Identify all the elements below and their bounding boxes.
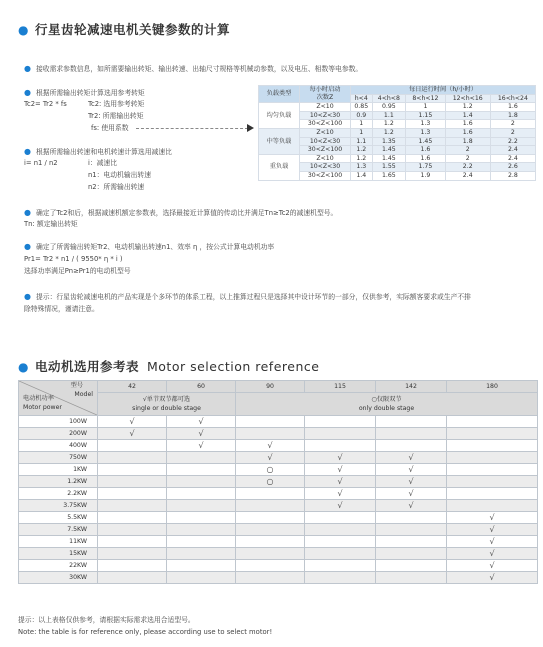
compat-cell	[305, 512, 376, 524]
load-group-label: 均匀负载	[259, 103, 300, 129]
compat-cell: √	[305, 500, 376, 512]
legend-double-only: ○仅限双节 only double stage	[236, 393, 538, 416]
compat-cell: √	[98, 416, 167, 428]
compat-cell	[305, 524, 376, 536]
factor-cell: 0.85	[351, 103, 373, 112]
factor-cell: 1.6	[406, 154, 445, 163]
power-cell: 1KW	[19, 464, 98, 476]
hour-range: 16<h<24	[490, 94, 535, 103]
compat-cell	[305, 536, 376, 548]
compat-cell	[98, 476, 167, 488]
bullet-icon: ●	[24, 64, 31, 73]
compat-cell	[98, 572, 167, 584]
compat-cell	[98, 560, 167, 572]
compat-cell	[98, 512, 167, 524]
section-bullet-icon: ●	[18, 23, 29, 37]
factor-cell: 1.2	[445, 103, 490, 112]
hour-range: 8<h<12	[406, 94, 445, 103]
factor-cell: 0.9	[351, 111, 373, 120]
compat-cell: √	[98, 428, 167, 440]
factor-cell: 1.75	[406, 163, 445, 172]
torque-heading: ● 根据所需输出转矩计算选用参考转矩	[24, 88, 145, 97]
factor-cell: 1.3	[351, 163, 373, 172]
power-cell: 5.5KW	[19, 512, 98, 524]
bullet-icon: ●	[24, 208, 31, 217]
compat-cell	[98, 536, 167, 548]
compat-cell: √	[447, 548, 538, 560]
pointer-line	[136, 128, 248, 129]
compat-cell	[167, 464, 236, 476]
factor-cell: 2.4	[445, 171, 490, 180]
model-header: 115	[305, 381, 376, 393]
factor-cell: 1.6	[445, 120, 490, 129]
tip-text-1: ● 提示：行星齿轮减速电机的产品实现是个多环节的体系工程，以上推算过程只是选择其中设计环节的一部分，仅供参考，实际额客要求或生产不排	[24, 292, 471, 301]
table-row	[19, 488, 538, 500]
compat-cell	[167, 512, 236, 524]
table-row	[19, 572, 538, 584]
compat-cell: √	[236, 440, 305, 452]
bullet-icon: ●	[24, 147, 31, 156]
torque-def-3: fs: 使用系数	[91, 124, 129, 132]
factor-cell: 1.4	[445, 111, 490, 120]
compat-cell	[236, 500, 305, 512]
load-group-label: 重负载	[259, 154, 300, 180]
compat-cell	[167, 536, 236, 548]
starts-cell: Z<10	[300, 103, 351, 112]
torque-def-2: Tr2: 所需输出转矩	[88, 112, 144, 120]
compat-cell	[236, 560, 305, 572]
section-title-calculation: ● 行星齿轮减速电机关键参数的计算	[18, 22, 230, 37]
power-cell: 7.5KW	[19, 524, 98, 536]
table-row	[19, 560, 538, 572]
col-starts-2: 次数Z	[300, 94, 351, 103]
compat-cell	[376, 548, 447, 560]
starts-cell: 30<Z<100	[300, 120, 351, 129]
starts-cell: 30<Z<100	[300, 171, 351, 180]
factor-cell: 1	[406, 103, 445, 112]
compat-cell	[98, 440, 167, 452]
compat-cell: ○	[236, 464, 305, 476]
factor-cell: 2	[445, 154, 490, 163]
confirm-power: ● 确定了所需输出转矩Tr2、电动机输出转速n1、效率 η ，按公式计算电动机功率	[24, 242, 275, 251]
factor-cell: 2.4	[490, 146, 535, 155]
table-row	[19, 452, 538, 464]
compat-cell	[447, 440, 538, 452]
factor-cell: 1.45	[406, 137, 445, 146]
footer-note-cn: 提示：以上表格仅供参考，请根据实际需求选用合适型号。	[18, 616, 195, 624]
compat-cell: √	[447, 560, 538, 572]
compat-cell	[447, 488, 538, 500]
speed-def-3: n2：所需输出转速	[88, 183, 145, 191]
power-formula: Pr1= Tr2 * n1 / ( 9550* η * i )	[24, 255, 123, 263]
compat-cell	[98, 452, 167, 464]
speed-def-2: n1：电动机输出转速	[88, 171, 152, 179]
factor-cell: 1.6	[490, 103, 535, 112]
compat-cell	[236, 512, 305, 524]
compat-cell	[447, 416, 538, 428]
factor-cell: 1.35	[372, 137, 406, 146]
factor-cell: 0.95	[372, 103, 406, 112]
compat-cell: √	[305, 488, 376, 500]
torque-def-1: Tc2: 选用参考转矩	[88, 100, 145, 108]
motor-selection-table	[18, 380, 538, 584]
compat-cell	[236, 428, 305, 440]
compat-cell: √	[167, 440, 236, 452]
factor-cell: 1.3	[406, 120, 445, 129]
compat-cell	[376, 440, 447, 452]
compat-cell: √	[376, 488, 447, 500]
power-cell: 2.2KW	[19, 488, 98, 500]
compat-cell	[167, 500, 236, 512]
factor-cell: 1.4	[351, 171, 373, 180]
factor-cell: 2.4	[490, 154, 535, 163]
compat-cell: √	[447, 524, 538, 536]
table-row	[19, 536, 538, 548]
compat-cell	[236, 488, 305, 500]
model-header: 90	[236, 381, 305, 393]
intro-text: ● 接收需求参数信息，如所需要输出转矩、输出转速、出轴尺寸规格等机械动参数，以及电压、相数等电参数。	[24, 64, 363, 73]
col-load-type: 负载类型	[259, 86, 300, 103]
hour-range: 12<h<16	[445, 94, 490, 103]
compat-cell	[236, 548, 305, 560]
compat-cell	[167, 452, 236, 464]
factor-cell: 2	[490, 120, 535, 129]
power-cell: 11KW	[19, 536, 98, 548]
table-row	[19, 476, 538, 488]
starts-cell: 10<Z<30	[300, 163, 351, 172]
starts-cell: 10<Z<30	[300, 137, 351, 146]
factor-cell: 2.8	[490, 171, 535, 180]
power-cell: 200W	[19, 428, 98, 440]
power-cell: 22KW	[19, 560, 98, 572]
compat-cell	[376, 560, 447, 572]
compat-cell	[376, 536, 447, 548]
factor-cell: 1.2	[351, 154, 373, 163]
factor-cell: 1.15	[406, 111, 445, 120]
speed-heading: ● 根据所需输出转速和电机转速计算选用减速比	[24, 147, 172, 156]
compat-cell	[98, 548, 167, 560]
compat-cell	[305, 548, 376, 560]
compat-cell	[98, 500, 167, 512]
compat-cell	[167, 560, 236, 572]
tip-text-2: 除特殊情况，谨请注意。	[24, 305, 99, 313]
hour-range: 4<h<8	[372, 94, 406, 103]
table-row	[19, 500, 538, 512]
compat-cell: √	[236, 452, 305, 464]
factor-cell: 1.1	[372, 111, 406, 120]
compat-cell	[98, 488, 167, 500]
compat-cell	[447, 476, 538, 488]
factor-cell: 2	[445, 146, 490, 155]
model-header: 42	[98, 381, 167, 393]
compat-cell: √	[447, 572, 538, 584]
factor-cell: 1.8	[490, 111, 535, 120]
factor-cell: 1.65	[372, 171, 406, 180]
model-header: 60	[167, 381, 236, 393]
factor-cell: 2.2	[445, 163, 490, 172]
compat-cell	[167, 488, 236, 500]
factor-cell: 1	[351, 128, 373, 137]
compat-cell	[236, 416, 305, 428]
factor-cell: 1.2	[372, 128, 406, 137]
bullet-icon: ●	[24, 292, 31, 301]
compat-cell	[376, 416, 447, 428]
compat-cell	[305, 560, 376, 572]
table-row	[19, 440, 538, 452]
compat-cell: √	[376, 452, 447, 464]
compat-cell	[447, 452, 538, 464]
factor-cell: 1.2	[351, 146, 373, 155]
compat-cell: √	[305, 452, 376, 464]
compat-cell	[376, 524, 447, 536]
footer-note-en: Note: the table is for reference only, please according use to select motor!	[18, 628, 273, 636]
compat-cell	[236, 536, 305, 548]
compat-cell	[376, 428, 447, 440]
torque-formula: Tc2= Tr2 * fs	[24, 100, 67, 108]
hour-range: h<4	[351, 94, 373, 103]
speed-def-1: i：减速比	[88, 159, 118, 167]
compat-cell	[236, 572, 305, 584]
factor-cell: 2.2	[490, 137, 535, 146]
compat-cell	[447, 428, 538, 440]
compat-cell: √	[376, 476, 447, 488]
power-cell: 3.75KW	[19, 500, 98, 512]
compat-cell	[236, 524, 305, 536]
compat-cell: √	[447, 536, 538, 548]
compat-cell	[167, 524, 236, 536]
bullet-icon: ●	[24, 242, 31, 251]
compat-cell	[305, 572, 376, 584]
col-starts-1: 每小时启动	[300, 86, 351, 95]
compat-cell	[98, 464, 167, 476]
load-group-label: 中等负载	[259, 128, 300, 154]
power-cell: 15KW	[19, 548, 98, 560]
factor-cell: 1.45	[372, 154, 406, 163]
compat-cell: ○	[236, 476, 305, 488]
compat-cell	[305, 428, 376, 440]
compat-cell: √	[447, 512, 538, 524]
power-cell: 100W	[19, 416, 98, 428]
starts-cell: Z<10	[300, 128, 351, 137]
speed-formula: i= n1 / n2	[24, 159, 58, 167]
compat-cell	[305, 416, 376, 428]
factor-cell: 1.8	[445, 137, 490, 146]
confirm-ratio-note: Tn: 额定输出转矩	[24, 220, 78, 228]
bullet-icon: ●	[24, 88, 31, 97]
power-select-note: 选择功率满足Pn≥Pr1的电动机型号	[24, 267, 131, 275]
compat-cell	[167, 548, 236, 560]
section-title-motor: ● 电动机选用参考表 Motor selection reference	[18, 359, 320, 374]
power-cell: 30KW	[19, 572, 98, 584]
model-header: 142	[376, 381, 447, 393]
compat-cell: √	[167, 416, 236, 428]
factor-cell: 1.3	[406, 128, 445, 137]
confirm-ratio: ● 确定了Tc2和后，根据减速机额定参数表，选择最接近计算值的传动比并满足Tn≥Tc2的减速机型号。	[24, 208, 338, 217]
compat-cell	[447, 464, 538, 476]
factor-cell: 1.45	[372, 146, 406, 155]
service-factor-table	[258, 85, 536, 181]
compat-cell	[376, 512, 447, 524]
starts-cell: 10<Z<30	[300, 111, 351, 120]
factor-cell: 1.6	[406, 146, 445, 155]
table-row	[19, 548, 538, 560]
section-bullet-icon: ●	[18, 360, 29, 374]
arrow-right-icon	[247, 124, 254, 132]
compat-cell: √	[376, 500, 447, 512]
table-row	[19, 416, 538, 428]
starts-cell: 30<Z<100	[300, 146, 351, 155]
table-corner-header: 型号 Model 电动机功率 Motor power	[19, 381, 98, 416]
factor-cell: 1.1	[351, 137, 373, 146]
compat-cell	[376, 572, 447, 584]
factor-cell: 1.6	[445, 128, 490, 137]
col-hours: 每日运行时间（h/小时）	[351, 86, 536, 95]
compat-cell	[167, 476, 236, 488]
factor-cell: 2	[490, 128, 535, 137]
compat-cell	[167, 572, 236, 584]
factor-cell: 1.9	[406, 171, 445, 180]
compat-cell: √	[376, 464, 447, 476]
factor-cell: 1.55	[372, 163, 406, 172]
power-cell: 1.2KW	[19, 476, 98, 488]
starts-cell: Z<10	[300, 154, 351, 163]
table-row	[19, 428, 538, 440]
legend-single-double: √单节双节都可选 single or double stage	[98, 393, 236, 416]
table-row	[19, 512, 538, 524]
power-cell: 400W	[19, 440, 98, 452]
table-row	[19, 464, 538, 476]
compat-cell: √	[305, 464, 376, 476]
factor-cell: 2.6	[490, 163, 535, 172]
compat-cell	[305, 440, 376, 452]
table-row	[19, 524, 538, 536]
compat-cell	[447, 500, 538, 512]
compat-cell: √	[167, 428, 236, 440]
compat-cell: √	[305, 476, 376, 488]
factor-cell: 1	[351, 120, 373, 129]
model-header: 180	[447, 381, 538, 393]
power-cell: 750W	[19, 452, 98, 464]
factor-cell: 1.2	[372, 120, 406, 129]
compat-cell	[98, 524, 167, 536]
